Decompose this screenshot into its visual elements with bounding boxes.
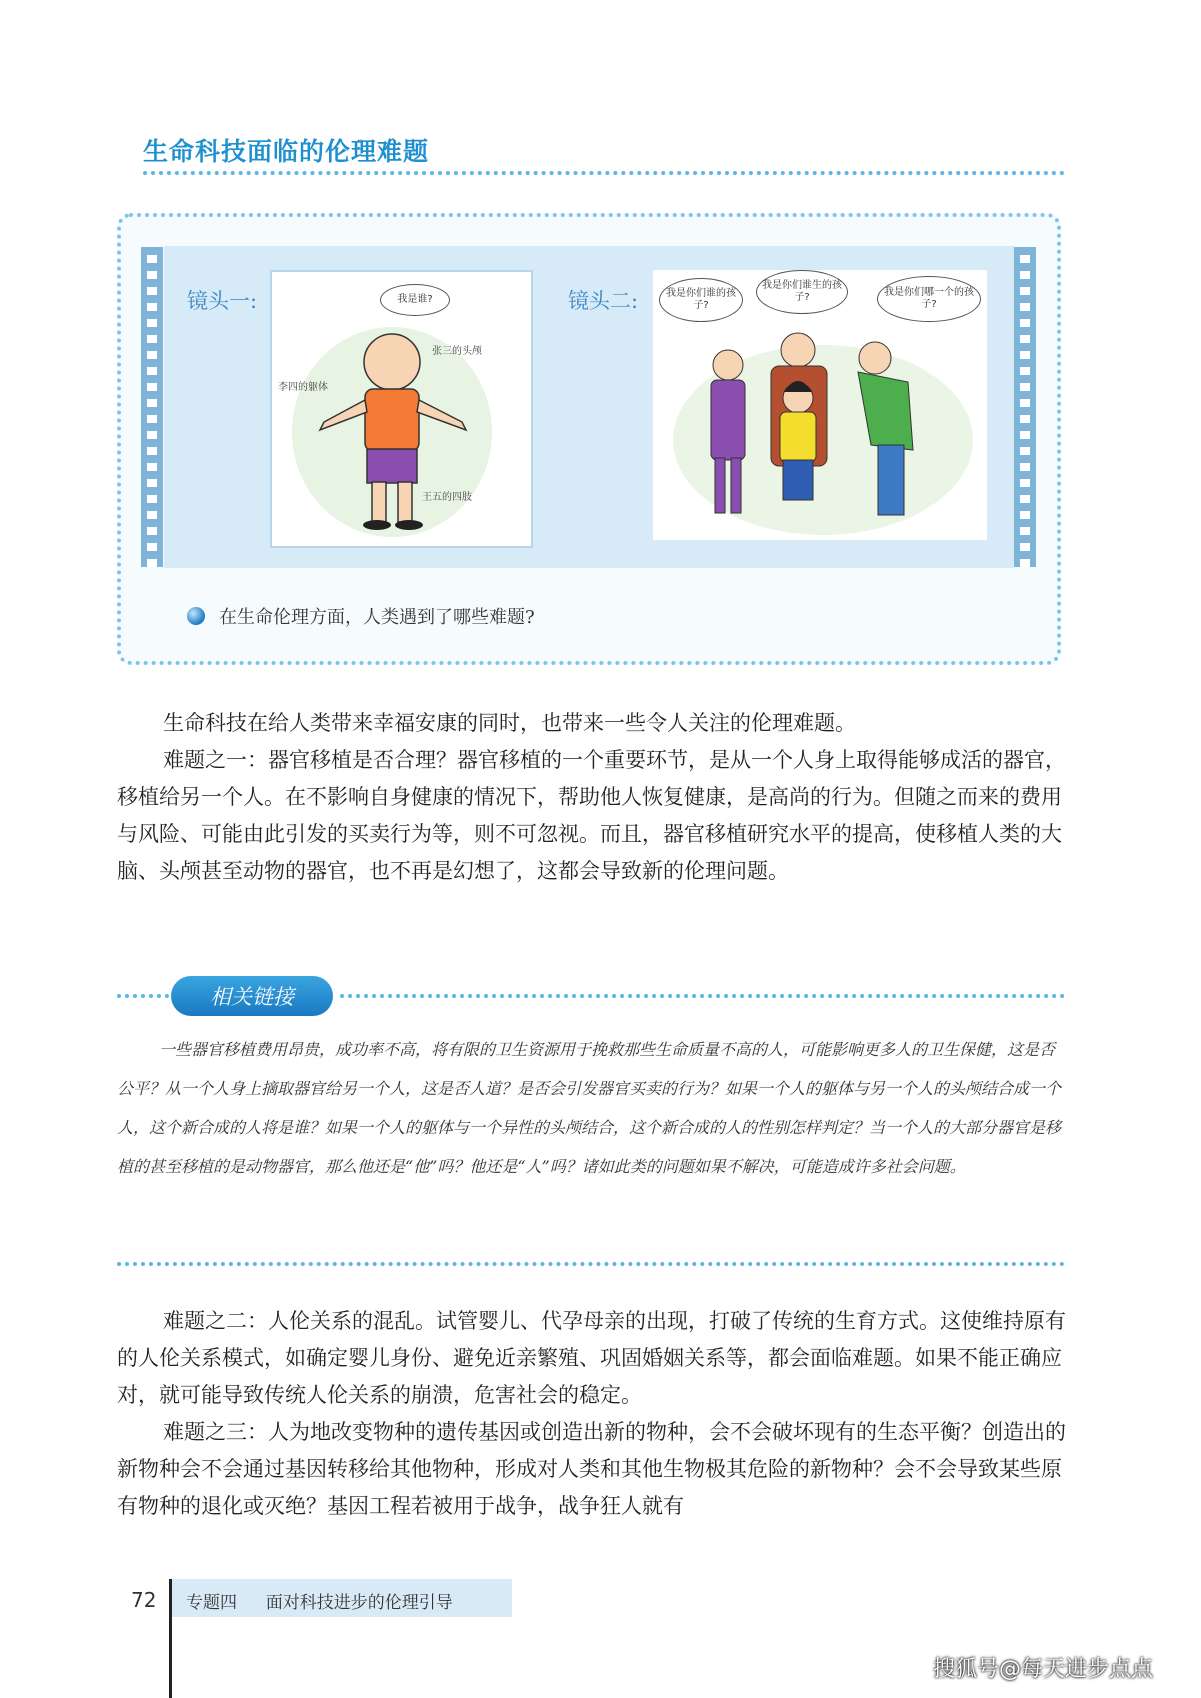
related-link-text	[117, 1030, 1067, 1186]
question-text: 在生命伦理方面，人类遇到了哪些难题?	[219, 607, 535, 628]
paragraph-problem-3: 难题之三：人为地改变物种的遗传基因或创造出新的物种，会不会破坏现有的生态平衡？创造出的新物种会不会通过基因转移给其他物种，形成对人类和其他生物极其危险的新物种？会不会导致某些原有物种的退化或灭绝？基因工程若被用于战争，战争狂人就有	[117, 1420, 1066, 1518]
paragraph-intro: 生命科技在给人类带来幸福安康的同时，也带来一些令人关注的伦理难题。	[163, 711, 856, 735]
scene-question	[187, 603, 535, 629]
shot1-illustration	[270, 270, 533, 548]
related-top-divider-right	[340, 994, 1065, 998]
related-bottom-divider	[117, 1262, 1065, 1266]
shot1-bubble: 我是谁?	[380, 284, 450, 316]
footer-chapter	[186, 1588, 453, 1613]
body-section-2	[117, 1303, 1067, 1525]
chapter-title: 面对科技进步的伦理引导	[265, 1593, 453, 1613]
shot2-bubble-2: 我是你们谁生的孩子?	[756, 270, 848, 314]
source-watermark: 搜狐号@每天进步点点	[933, 1657, 1154, 1682]
footer-rule	[169, 1579, 172, 1698]
related-link-label: 相关链接	[171, 976, 333, 1016]
title-divider	[143, 171, 1065, 175]
question-bullet-icon	[187, 607, 205, 625]
film-strip-left	[141, 247, 163, 567]
shot1-label: 镜头一:	[187, 289, 258, 313]
chapter-number: 专题四	[186, 1593, 237, 1613]
paragraph-problem-1: 难题之一：器官移植是否合理？器官移植的一个重要环节，是从一个人身上取得能够成活的器官，移植给另一个人。在不影响自身健康的情况下，帮助他人恢复健康，是高尚的行为。但随之而来的费用与风险、可能由此引发的买卖行为等，则不可忽视。而且，器官移植研究水平的提高，使移植人类的大脑、头颅甚至动物的器官，也不再是幻想了，这都会导致新的伦理问题。	[117, 748, 1066, 883]
shot1-note-body: 李四的躯体	[278, 382, 328, 393]
shot2-illustration	[651, 268, 989, 542]
body-section-1	[117, 705, 1067, 890]
shot1-note-limbs: 王五的四肢	[422, 492, 472, 503]
related-top-divider-left	[117, 994, 169, 998]
paragraph-problem-2: 难题之二：人伦关系的混乱。试管婴儿、代孕母亲的出现，打破了传统的生育方式。这使维持原有的人伦关系模式，如确定婴儿身份、避免近亲繁殖、巩固婚姻关系等，都会面临难题。如果不能正确应对，就可能导致传统人伦关系的崩溃，危害社会的稳定。	[117, 1309, 1066, 1407]
related-link-paragraph: 一些器官移植费用昂贵，成功率不高，将有限的卫生资源用于挽救那些生命质量不高的人，可能影响更多人的卫生保健，这是否公平？从一个人身上摘取器官给另一个人，这是否人道？是否会引发器官买卖的行为？如果一个人的躯体与另一个人的头颅结合成一个人，这个新合成的人将是谁？如果一个人的躯体与一个异性的头颅结合，这个新合成的人的性别怎样判定？当一个人的大部分器官是移植的甚至移植的是动物器官，那么他还是“他”吗？他还是“人”吗？诸如此类的问题如果不解决，可能造成许多社会问题。	[117, 1040, 1062, 1176]
page-number: 72	[131, 1588, 157, 1612]
shot2-label: 镜头二:	[568, 289, 639, 313]
film-strip-right	[1014, 247, 1036, 567]
shot1-note-head: 张三的头颅	[432, 346, 482, 357]
shot2-bubble-1: 我是你们谁的孩子?	[659, 278, 743, 322]
section-title: 生命科技面临的伦理难题	[143, 137, 430, 166]
shot2-bubble-3: 我是你们哪一个的孩子?	[877, 276, 981, 322]
